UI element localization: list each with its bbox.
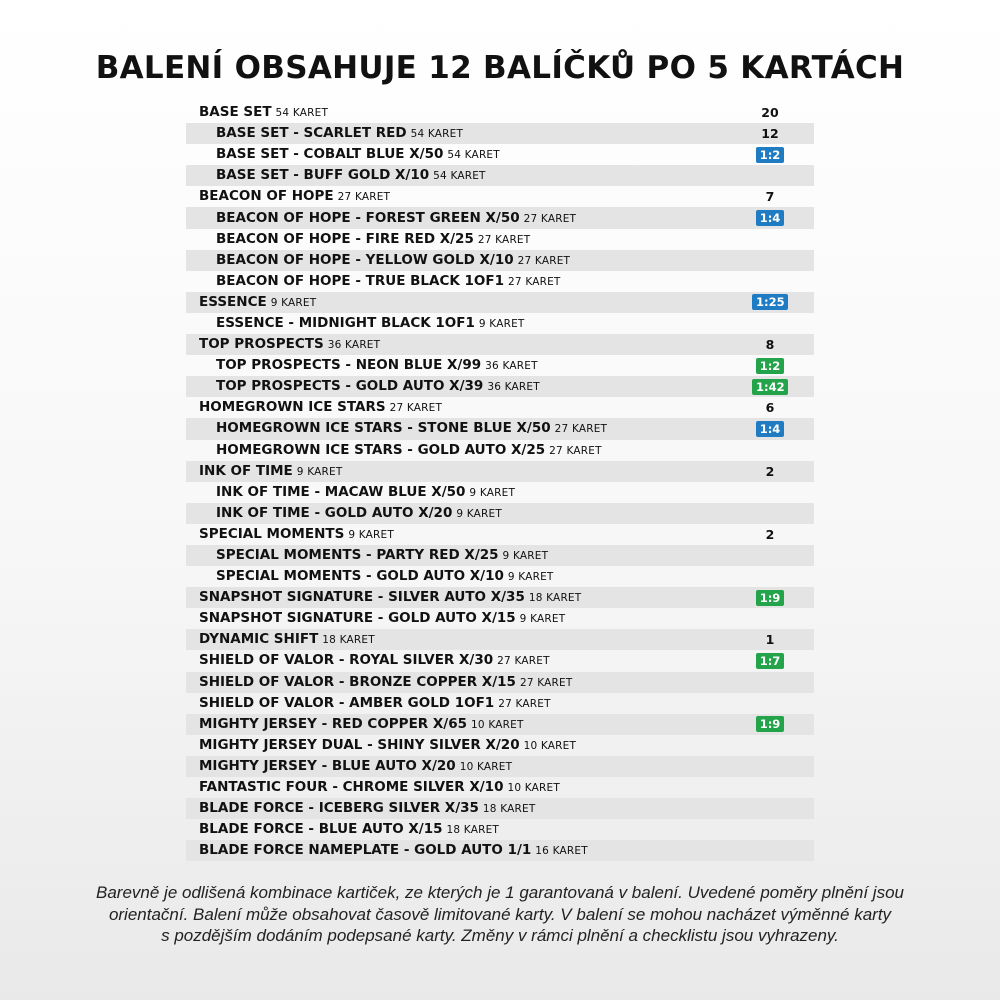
row-name [186,820,499,839]
row-name [186,419,607,438]
row-value-cell [752,714,788,735]
row-label: FANTASTIC FOUR - CHROME SILVER X/10 [199,779,504,796]
row-label: HOMEGROWN ICE STARS - GOLD AUTO X/25 [216,441,546,458]
row-card-count: 36 KARET [487,381,540,394]
row-label: ESSENCE - MIDNIGHT BLACK 1OF1 [216,314,475,331]
table-row [186,397,814,418]
table-row [186,334,814,355]
row-label: BEACON OF HOPE - FOREST GREEN X/50 [216,209,520,226]
row-label: BLADE FORCE - ICEBERG SILVER X/35 [199,800,479,817]
row-value-cell [752,777,788,798]
row-value-cell [752,271,788,292]
row-label: BASE SET [199,104,272,121]
row-value-cell [752,672,788,693]
table-row [186,418,814,439]
row-name [186,588,581,607]
row-label: BLADE FORCE NAMEPLATE - GOLD AUTO 1/1 [199,842,532,859]
row-value-cell [752,735,788,756]
row-value-cell [752,756,788,777]
row-name [186,356,538,375]
row-name [186,251,570,270]
table-row [186,250,814,271]
row-name [186,335,380,354]
row-card-count: 27 KARET [549,444,602,457]
table-row [186,165,814,186]
table-row [186,207,814,228]
table-row [186,608,814,629]
row-card-count: 10 KARET [471,718,524,731]
row-card-count: 27 KARET [523,212,577,225]
pack-count: 1 [765,632,775,648]
row-card-count: 27 KARET [517,254,571,267]
row-card-count: 10 KARET [459,760,513,773]
row-label: INK OF TIME [199,462,293,479]
row-value-cell [752,397,788,418]
row-name [186,124,463,143]
row-value-cell [752,229,788,250]
row-label: MIGHTY JERSEY - BLUE AUTO X/20 [199,757,456,774]
row-label: MIGHTY JERSEY DUAL - SHINY SILVER X/20 [199,736,520,753]
table-row [186,693,814,714]
row-name [186,209,576,228]
row-name [186,272,561,291]
row-card-count: 18 KARET [322,634,375,647]
row-name [186,398,442,417]
row-name [186,462,342,481]
ratio-badge: 1:9 [756,590,785,606]
table-row [186,587,814,608]
row-card-count: 27 KARET [477,233,531,246]
row-label: SNAPSHOT SIGNATURE - SILVER AUTO X/35 [199,589,525,606]
row-value-cell [752,440,788,461]
row-card-count: 9 KARET [478,317,525,330]
row-value-cell [752,608,788,629]
row-label: BLADE FORCE - BLUE AUTO X/15 [199,821,443,838]
row-card-count: 18 KARET [446,824,500,837]
row-name [186,483,515,502]
ratio-badge: 1:2 [756,358,785,374]
row-card-count: 36 KARET [327,339,381,352]
row-name [186,630,375,649]
row-label: SHIELD OF VALOR - ROYAL SILVER X/30 [199,652,494,669]
row-value-cell [752,207,788,228]
row-value-cell [752,355,788,376]
pack-count: 2 [765,463,775,479]
row-card-count: 9 KARET [507,571,554,584]
row-value-cell [752,376,788,397]
ratio-badge: 1:9 [756,716,785,732]
row-value-cell [752,482,788,503]
row-card-count: 9 KARET [456,507,502,520]
ratio-badge: 1:4 [756,210,785,226]
row-name [186,609,565,628]
table-row [186,524,814,545]
row-value-cell [752,693,788,714]
row-card-count: 18 KARET [482,803,536,816]
row-card-count: 9 KARET [502,550,549,563]
table-row [186,376,814,397]
table-row [186,123,814,144]
row-value-cell [752,250,788,271]
row-name [186,736,576,755]
row-card-count: 54 KARET [447,149,500,162]
row-name [186,187,390,206]
row-card-count: 36 KARET [485,360,538,373]
row-value-cell [752,165,788,186]
row-name [186,546,548,565]
row-value-cell [752,545,788,566]
row-label: BEACON OF HOPE - TRUE BLACK 1OF1 [216,272,505,289]
table-row [186,292,814,313]
row-card-count: 27 KARET [554,423,608,436]
row-name [186,103,328,122]
row-name [186,715,524,734]
row-label: SPECIAL MOMENTS - PARTY RED X/25 [216,547,499,564]
page-title: BALENÍ OBSAHUJE 12 BALÍČKŮ PO 5 KARTÁCH [95,50,905,86]
row-name [186,525,394,544]
footnote-line: s pozdějším dodáním podepsané karty. Změny v rámci plnění a checklistu jsou vyhrazeny. [161,926,839,945]
row-label: BEACON OF HOPE - FIRE RED X/25 [216,230,474,247]
table-row [186,714,814,735]
table-row [186,566,814,587]
row-label: BASE SET - BUFF GOLD X/10 [216,167,430,184]
row-label: SHIELD OF VALOR - AMBER GOLD 1OF1 [199,694,495,711]
row-card-count: 9 KARET [519,613,566,626]
table-row [186,229,814,250]
row-name [186,567,554,586]
row-name [186,441,602,460]
row-card-count: 27 KARET [508,275,561,288]
pack-count: 20 [761,105,779,120]
row-value-cell [752,798,788,819]
table-row [186,313,814,334]
ratio-badge: 1:7 [756,653,785,669]
pack-count: 12 [761,126,779,142]
row-label: BEACON OF HOPE [199,188,334,205]
row-label: TOP PROSPECTS [199,336,324,353]
row-value-cell [752,524,788,545]
row-name [186,841,588,860]
row-value-cell [752,461,788,482]
row-value-cell [752,566,788,587]
ratio-badge: 1:4 [756,421,785,437]
table-row [186,840,814,861]
row-label: TOP PROSPECTS - GOLD AUTO X/39 [216,378,484,395]
row-label: MIGHTY JERSEY - RED COPPER X/65 [199,715,468,732]
row-label: SNAPSHOT SIGNATURE - GOLD AUTO X/15 [199,610,516,627]
row-value-cell [752,503,788,524]
row-value-cell [752,819,788,840]
pack-count: 2 [765,526,775,542]
row-label: SHIELD OF VALOR - BRONZE COPPER X/15 [199,673,516,690]
row-label: HOMEGROWN ICE STARS [199,399,386,416]
row-card-count: 54 KARET [410,128,464,141]
table-row [186,144,814,165]
table-row [186,102,814,123]
row-label: BASE SET - SCARLET RED [216,125,407,142]
row-label: INK OF TIME - GOLD AUTO X/20 [216,504,453,521]
row-name [186,651,550,670]
pack-count: 8 [765,337,775,353]
table-row [186,672,814,693]
row-name [186,230,530,249]
table-row [186,798,814,819]
row-label: INK OF TIME - MACAW BLUE X/50 [216,483,466,500]
row-card-count: 27 KARET [337,191,391,204]
table-row [186,819,814,840]
footnote-line: Barevně je odlišená kombinace kartiček, ze kterých je 1 garantovaná v balení. Uvedené poměry plnění jsou [96,883,904,902]
table-row [186,482,814,503]
table-row [186,629,814,650]
row-label: SPECIAL MOMENTS - GOLD AUTO X/10 [216,568,504,585]
table-row [186,355,814,376]
table-row [186,461,814,482]
table-row [186,271,814,292]
row-card-count: 10 KARET [523,739,577,752]
row-label: ESSENCE [199,293,267,310]
ratio-badge: 1:25 [752,294,788,310]
row-card-count: 54 KARET [275,107,329,120]
ratio-badge: 1:42 [752,379,788,395]
row-label: DYNAMIC SHIFT [199,631,319,648]
row-label: TOP PROSPECTS - NEON BLUE X/99 [216,357,482,374]
row-card-count: 9 KARET [270,296,317,309]
table-row [186,735,814,756]
row-card-count: 9 KARET [348,528,394,541]
row-value-cell [752,186,788,207]
table-row [186,756,814,777]
row-name [186,166,486,185]
row-value-cell [752,102,788,123]
table-row [186,777,814,798]
table-row [186,545,814,566]
ratio-badge: 1:2 [756,147,785,163]
row-label: HOMEGROWN ICE STARS - STONE BLUE X/50 [216,420,551,437]
row-value-cell [752,313,788,334]
row-card-count: 10 KARET [507,782,560,795]
row-card-count: 54 KARET [433,170,486,183]
table-row [186,650,814,671]
row-name [186,145,500,164]
row-value-cell [752,418,788,439]
pack-count: 6 [765,400,775,416]
row-label: BEACON OF HOPE - YELLOW GOLD X/10 [216,251,514,268]
row-value-cell [752,123,788,144]
row-label: SPECIAL MOMENTS [199,525,345,542]
row-value-cell [752,629,788,650]
row-name [186,377,540,396]
row-card-count: 27 KARET [498,697,551,710]
row-name [186,673,572,692]
row-card-count: 16 KARET [535,845,588,858]
row-card-count: 27 KARET [497,655,550,668]
row-card-count: 9 KARET [296,465,343,478]
row-name [186,757,512,776]
row-name [186,799,535,818]
pack-count: 7 [765,189,775,205]
row-value-cell [752,840,788,861]
row-card-count: 27 KARET [519,676,573,689]
row-name [186,293,316,312]
row-card-count: 18 KARET [528,592,582,605]
row-value-cell [752,334,788,355]
row-name [186,778,560,797]
footnote-line: orientační. Balení může obsahovat časově limitované karty. V balení se mohou nacházet výměnné karty [108,904,892,924]
row-card-count: 9 KARET [469,486,516,499]
table-row [186,186,814,207]
table-row [186,503,814,524]
row-value-cell [752,144,788,165]
row-label: BASE SET - COBALT BLUE X/50 [216,146,444,163]
row-value-cell [752,292,788,313]
row-value-cell [752,587,788,608]
footnote [60,882,940,947]
checklist-table [186,102,814,861]
table-row [186,440,814,461]
row-name [186,504,502,523]
row-name [186,694,551,713]
row-value-cell [752,650,788,671]
row-card-count: 27 KARET [389,402,443,415]
row-name [186,314,525,333]
